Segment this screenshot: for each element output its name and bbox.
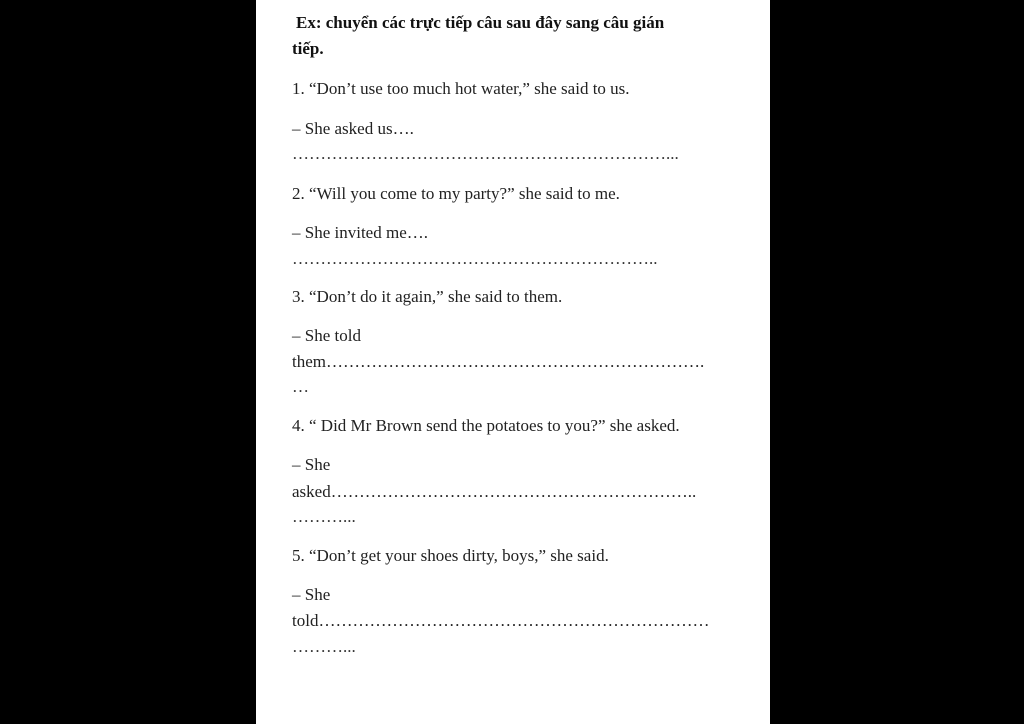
answer-line-1: …………………………………………………………... — [292, 144, 679, 163]
question-3: 3. “Don’t do it again,” she said to them. — [292, 287, 563, 306]
answer-line-4: ………... — [292, 507, 356, 526]
question-1: 1. “Don’t use too much hot water,” she said to us. — [292, 79, 630, 98]
exercise-title-line1: Ex: chuyển các trực tiếp câu sau đây sang câu gián — [296, 13, 665, 32]
question-2: 2. “Will you come to my party?” she said to me. — [292, 184, 620, 203]
answer-1: – She asked us…. — [292, 119, 414, 138]
document-page — [256, 0, 770, 724]
answer-3-line1: – She told — [292, 326, 361, 345]
answer-line-3: … — [292, 377, 309, 396]
answer-4-line1: – She — [292, 455, 331, 474]
question-4: 4. “ Did Mr Brown send the potatoes to you?” she asked. — [292, 416, 680, 435]
exercise-title-line2: tiếp. — [292, 39, 324, 58]
question-5: 5. “Don’t get your shoes dirty, boys,” she said. — [292, 546, 609, 565]
answer-4-line2: asked……………………………………………………….. — [292, 482, 697, 501]
answer-line-5: ………... — [292, 637, 356, 656]
answer-line-2: ……………………………………………………….. — [292, 249, 658, 268]
answer-5-line1: – She — [292, 585, 331, 604]
answer-3-line2: them…………………………………………………………. — [292, 352, 705, 371]
answer-5-line2: told…………………………………………………………… — [292, 611, 710, 630]
answer-2: – She invited me…. — [292, 223, 428, 242]
